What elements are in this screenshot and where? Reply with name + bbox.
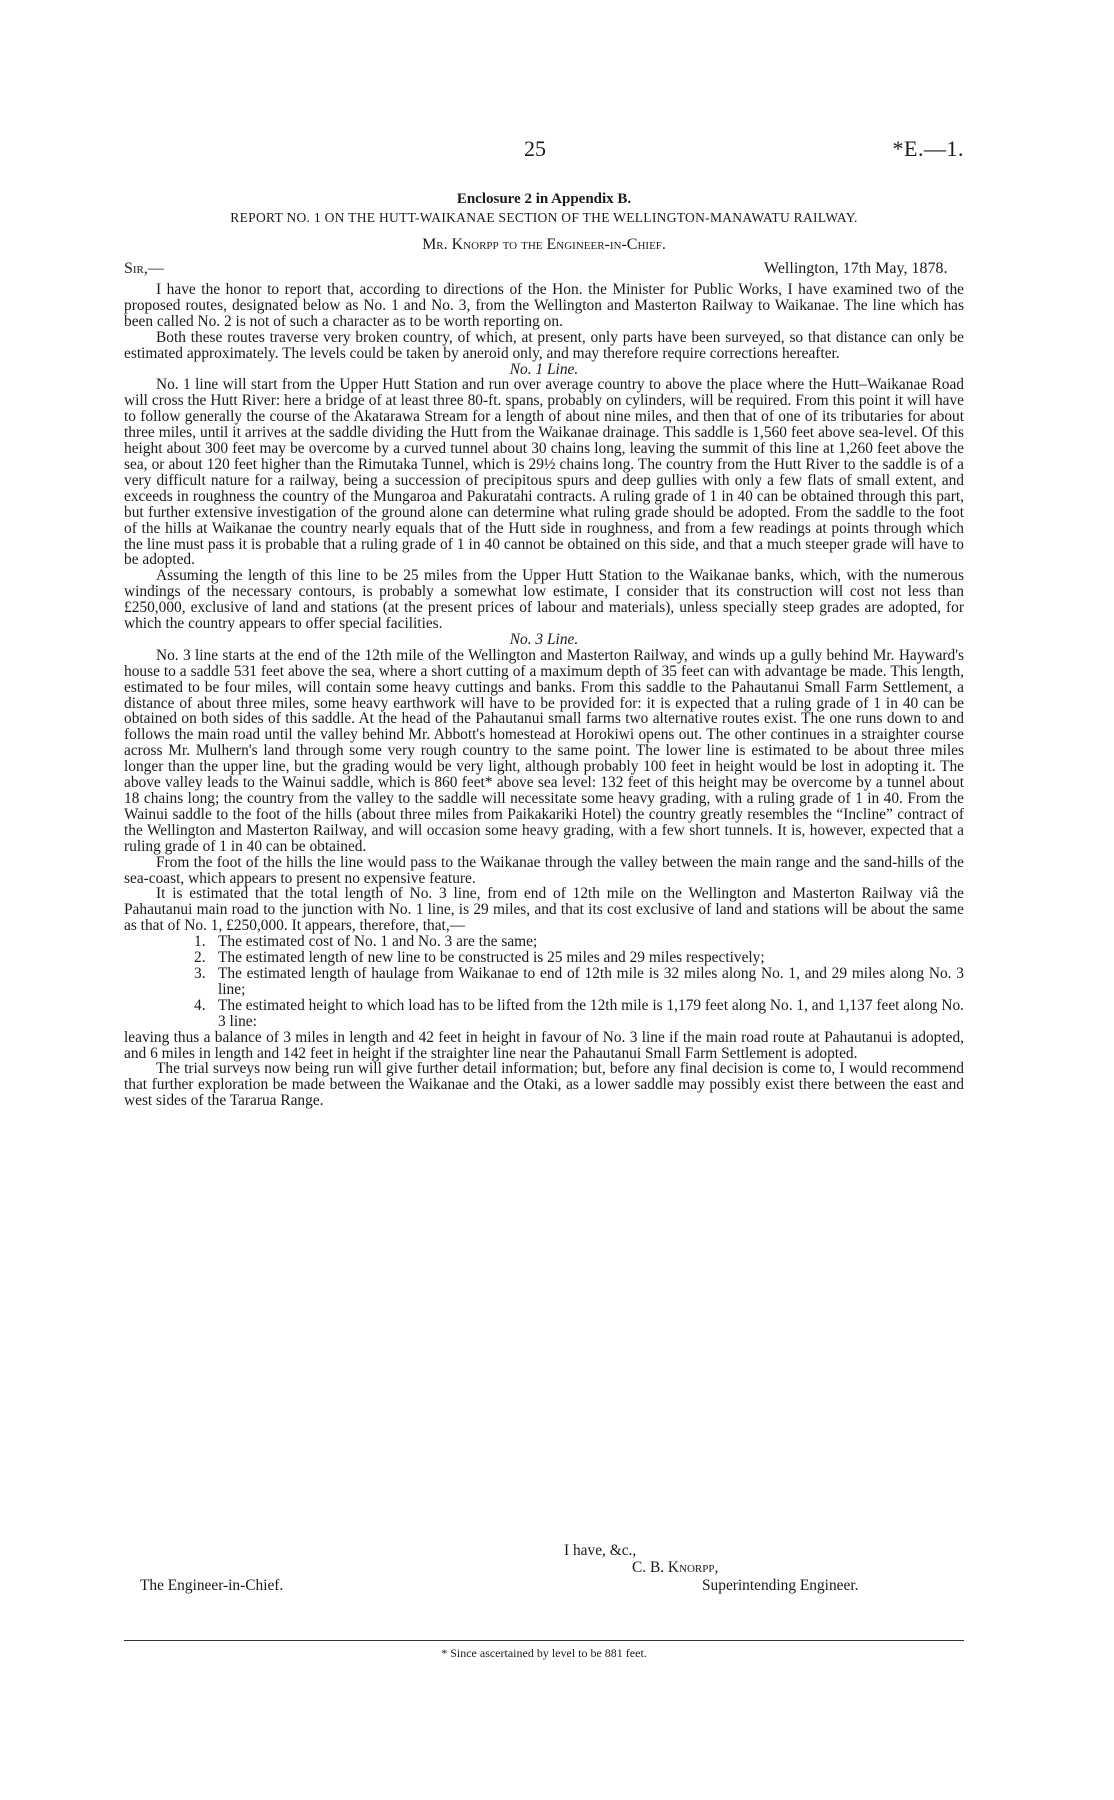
addressee: The Engineer-in-Chief. — [140, 1577, 284, 1594]
signature: C. B. Knorpp, — [632, 1559, 719, 1576]
list-item — [124, 950, 964, 966]
intro-paragraph: I have the honor to report that, according to directions of the Hon. the Minister for Public Works, I have examined two of the proposed routes, designated below as No. 1 and No. 3, from the Wellington and Masterton Railway to Waikanae. The line which has been called No. 2 is not of such a character as to be worth reporting on. — [124, 281, 964, 330]
document-reference: *E.—1. — [892, 136, 964, 161]
place-date: Wellington, 17th May, 1878. — [764, 260, 948, 277]
list-number: 3. — [194, 964, 206, 982]
footnote-divider — [124, 1640, 964, 1641]
list-text: The estimated length of new line to be constructed is 25 miles and 29 miles respectively; — [218, 949, 765, 967]
report-title: REPORT NO. 1 ON THE HUTT-WAIKANAE SECTION OF THE WELLINGTON-MANAWATU RAILWAY. — [230, 210, 858, 225]
footnote: * Since ascertained by level to be 881 feet. — [441, 1646, 647, 1660]
report-body — [124, 282, 964, 1109]
section3-paragraph: From the foot of the hills the line would pass to the Waikanae through the valley between the main range and the sand-hills of the sea-coast, which appears to present no expensive feature. — [124, 853, 964, 887]
list-number: 4. — [194, 996, 206, 1014]
closing-phrase: I have, &c., — [564, 1542, 637, 1559]
list-text: The estimated cost of No. 1 and No. 3 are the same; — [218, 933, 538, 951]
from-line: Mr. Knorpp to the Engineer-in-Chief. — [422, 236, 666, 253]
list-item — [124, 934, 964, 950]
section-heading-no3: No. 3 Line. — [509, 630, 579, 648]
comparison-list — [124, 934, 964, 1029]
section-heading-no1: No. 1 Line. — [509, 360, 579, 378]
list-text: The estimated length of haulage from Waikanae to end of 12th mile is 32 miles along No. 1, and 29 miles along No. 3 line; — [218, 964, 964, 998]
section1-paragraph: No. 1 line will start from the Upper Hutt Station and run over average country to above the place where the Hutt–Waikanae Road will cross the Hutt River: here a bridge of at least three 80-ft. spans, probably on cylinders, will be required. From this point it will have to follow generally the course of the Akatarawa Stream for a length of about nine miles, and then that of one of its tributaries for about three miles, until it arrives at the saddle dividing the Hutt from the Waikanae drainage. This saddle is 1,560 feet above sea-level. Of this height about 300 feet may be overcome by a curved tunnel about 30 chains long, leaving the summit of this line at 1,260 feet above the sea, or about 120 feet higher than the Rimutaka Tunnel, which is 29½ chains long. The country from the Hutt River to the saddle is of a very difficult nature for a railway, being a succession of precipitous spurs and deep gullies with only a few flats of small extent, and exceeds in roughness the country of the Mungaroa and Pakuratahi contracts. A ruling grade of 1 in 40 can be obtained through this part, but further extensive investigation of the ground alone can determine what ruling grade should be adopted. From the saddle to the foot of the hills at Waikanae the country nearly equals that of the Hutt side in roughness, and from a few readings at points through which the line must pass it is probable that a ruling grade of 1 in 40 cannot be obtained on this side, and that a much steeper grade will have to be adopted. — [124, 376, 964, 569]
final-paragraph: The trial surveys now being run will give further detail information; but, before any final decision is come to, I would recommend that further exploration be made between the Waikanae and the Otaki, as a lower saddle may possibly exist there between the east and west sides of the Tararua Range. — [124, 1060, 964, 1110]
closing-block — [124, 1542, 964, 1622]
after-list-paragraph: leaving thus a balance of 3 miles in length and 42 feet in height in favour of No. 3 line if the main road route at Pahautanui is adopted, and 6 miles in length and 142 feet in height if the straighter line near the Pahautanui Small Farm Settlement is adopted. — [124, 1028, 964, 1062]
list-number: 1. — [194, 933, 206, 951]
signatory-title: Superintending Engineer. — [702, 1577, 859, 1594]
list-item — [124, 998, 964, 1030]
enclosure-heading: Enclosure 2 in Appendix B. — [456, 191, 632, 207]
intro-paragraph: Both these routes traverse very broken country, of which, at present, only parts have been surveyed, so that distance can only be estimated approximately. The levels could be taken by aneroid only, and may therefore require corrections hereafter. — [124, 328, 964, 362]
section3-paragraph: No. 3 line starts at the end of the 12th mile of the Wellington and Masterton Railway, and winds up a gully behind Mr. Hayward's house to a saddle 531 feet above the sea, where a short cutting of a maximum depth of 35 feet can with advantage be made. This length, estimated to be four miles, will contain some heavy cuttings and banks. From this saddle to the Pahautanui Small Farm Settlement, a distance of about three miles, some heavy earthwork will have to be provided for: it is expected that a ruling grade of 1 in 40 can be obtained on both sides of this saddle. At the head of the Pahautanui small farms two alternative routes exist. The one runs down to and follows the main road until the valley behind Mr. Abbott's homestead at Horokiwi opens out. The other continues in a straighter course across Mr. Mulhern's land through some very rough country to the same point. The lower line is estimated to be about three miles longer than the upper line, but the grading would be very light, although probably 100 feet in height would be lost in adopting it. The above valley leads to the Wainui saddle, which is 860 feet* above sea level: 132 feet of this height may be overcome by a tunnel about 18 chains long; the country from the valley to the saddle will necessitate some heavy grading, with a ruling grade of 1 in 40. From the Wainui saddle to the foot of the hills (about three miles from Paikakariki Hotel) the country greatly resembles the “Incline” contract of the Wellington and Masterton Railway, and will occasion some heavy grading, with a few short tunnels. It is, however, expected that a ruling grade of 1 in 40 can be obtained. — [124, 646, 964, 855]
list-text: The estimated height to which load has to be lifted from the 12th mile is 1,179 feet along No. 1, and 1,137 feet along No. 3 line: — [218, 996, 964, 1030]
salutation: Sir,— — [124, 260, 164, 277]
salutation-line — [124, 260, 964, 280]
page-header — [124, 136, 964, 166]
list-item — [124, 966, 964, 998]
page-number: 25 — [524, 136, 546, 161]
list-number: 2. — [194, 949, 206, 967]
section3-paragraph: It is estimated that the total length of No. 3 line, from end of 12th mile on the Wellington and Masterton Railway viâ the Pahautanui main road to the junction with No. 1 line, is 29 miles, and that its cost exclusive of land and stations will be about the same as that of No. 1, £250,000. It appears, therefore, that,— — [124, 885, 964, 935]
section1-paragraph: Assuming the length of this line to be 25 miles from the Upper Hutt Station to the Waikanae banks, which, with the numerous windings of the necessary contours, is probably a somewhat low estimate, I consider that its construction will cost not less than £250,000, exclusive of land and stations (at the present prices of labour and materials), unless specially steep grades are adopted, for which the country appears to offer special facilities. — [124, 567, 964, 633]
